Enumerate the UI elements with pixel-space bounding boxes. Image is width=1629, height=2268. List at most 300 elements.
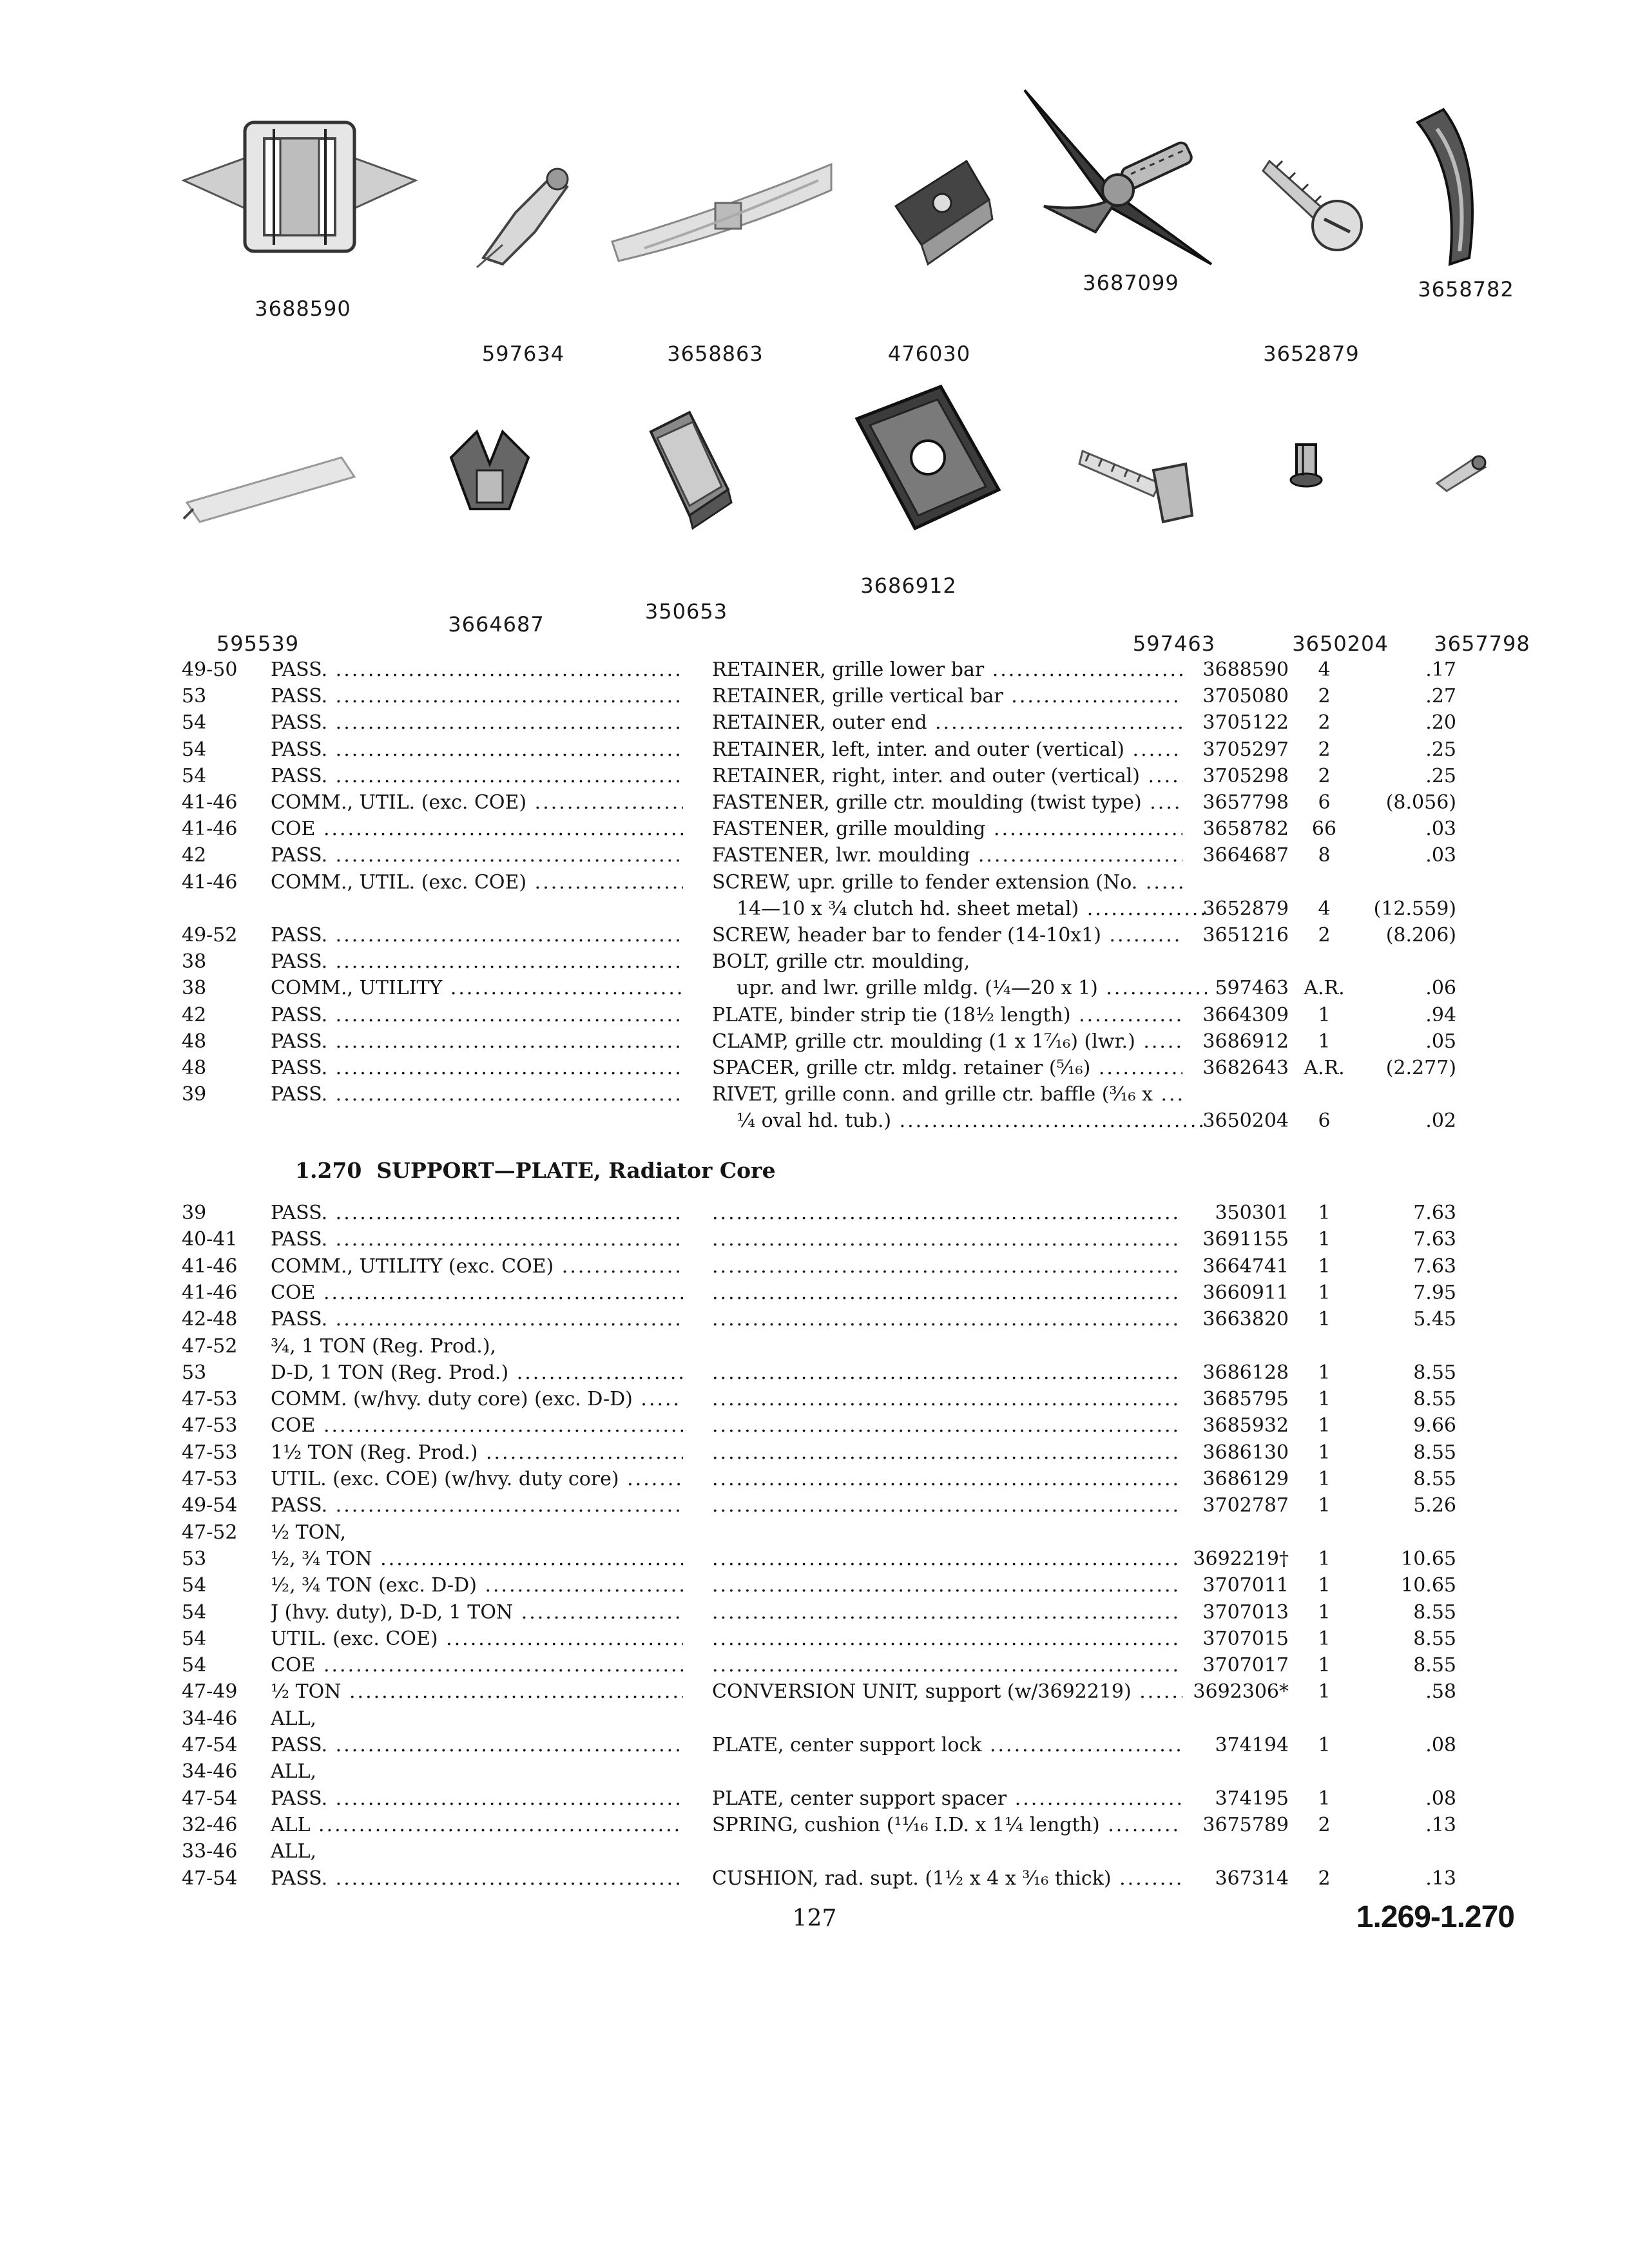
- model-name: ½, ¾ TON .....: [271, 1546, 683, 1572]
- model-years: 54: [182, 764, 207, 787]
- table-row: [0, 1055, 1629, 1081]
- part-description: CLAMP, grille ctr. moulding (1 x 1⁷⁄₁₆) (lwr.) .....: [712, 1028, 1182, 1055]
- quantity: 2: [1318, 738, 1331, 761]
- price: 8.55: [1413, 1468, 1456, 1490]
- table-row: [0, 1626, 1629, 1652]
- model-name: COMM., UTILITY (exc. COE) .....: [271, 1253, 683, 1280]
- price: 7.95: [1413, 1281, 1456, 1304]
- page-section-reference: 1.269-1.270: [1356, 1900, 1514, 1934]
- part-number: 3707013: [1202, 1600, 1289, 1624]
- quantity: 2: [1318, 924, 1331, 947]
- table-row: [0, 1439, 1629, 1466]
- part-label-350653: 350653: [644, 599, 728, 624]
- part-description: [712, 1439, 1182, 1466]
- part-number: 3705297: [1202, 738, 1289, 761]
- model-name: PASS. .....: [271, 1002, 683, 1028]
- page-number: 127: [792, 1905, 837, 1932]
- price: 8.55: [1413, 1441, 1456, 1464]
- table-row: [0, 922, 1629, 948]
- model-name: ALL,: [271, 1840, 317, 1863]
- model-years: 47-54: [182, 1734, 238, 1756]
- part-description: [712, 1652, 1182, 1678]
- quantity: A.R.: [1304, 1057, 1345, 1079]
- table-row: [0, 1732, 1629, 1758]
- model-name: PASS. .....: [271, 948, 683, 975]
- model-years: 41-46: [182, 870, 238, 894]
- model-years: 34-46: [182, 1707, 238, 1730]
- model-name: PASS. .....: [271, 842, 683, 869]
- part-number: 3686912: [1202, 1030, 1289, 1053]
- part-description: [712, 1626, 1182, 1652]
- table-row: [0, 1865, 1629, 1892]
- price: .13: [1425, 1867, 1456, 1890]
- figure-3664687: [438, 419, 545, 637]
- retainer-bracket-icon: [177, 103, 422, 271]
- model-name: PASS. .....: [271, 709, 683, 736]
- table-row: [0, 1466, 1629, 1492]
- table-row: [0, 1838, 1629, 1865]
- part-description: RETAINER, grille vertical bar .....: [712, 683, 1182, 709]
- spring-fastener-icon: [1018, 84, 1231, 271]
- part-description: [712, 1572, 1182, 1599]
- clamp-plate-icon: [844, 380, 1012, 535]
- part-description: PLATE, center support spacer .....: [712, 1785, 1182, 1812]
- model-name: PASS. .....: [271, 657, 683, 683]
- model-name: J (hvy. duty), D-D, 1 TON .....: [271, 1599, 683, 1626]
- part-number: 3685795: [1202, 1388, 1289, 1411]
- table-row: [0, 948, 1629, 975]
- model-years: 54: [182, 1654, 207, 1677]
- table-row: [0, 1599, 1629, 1626]
- model-name: 1½ TON (Reg. Prod.) .....: [271, 1439, 683, 1466]
- price: 7.63: [1413, 1254, 1456, 1278]
- part-description: PLATE, center support lock .....: [712, 1732, 1182, 1758]
- table-row: [0, 1002, 1629, 1028]
- part-label-595539: 595539: [216, 631, 300, 656]
- part-number: 3651216: [1202, 924, 1289, 947]
- curved-fastener-icon: [1398, 103, 1501, 271]
- price: (12.559): [1373, 897, 1456, 920]
- part-number: 3664687: [1202, 844, 1289, 867]
- model-name: ¾, 1 TON (Reg. Prod.),: [271, 1334, 497, 1358]
- price: .25: [1425, 764, 1456, 787]
- price: (8.206): [1385, 924, 1456, 947]
- quantity: 1: [1318, 1680, 1331, 1704]
- part-description: FASTENER, lwr. moulding .....: [712, 842, 1182, 869]
- quantity: 1: [1318, 1361, 1331, 1384]
- quantity: 4: [1318, 658, 1331, 681]
- part-description: FASTENER, grille ctr. moulding (twist type) .....: [712, 789, 1182, 816]
- part-label-3686912: 3686912: [860, 573, 957, 598]
- model-years: 47-54: [182, 1787, 238, 1810]
- table-row: [0, 1108, 1629, 1134]
- part-description: ¼ oval hd. tub.) .....: [712, 1108, 1207, 1134]
- model-name: PASS. .....: [271, 1306, 683, 1332]
- part-label-3657798: 3657798: [1434, 631, 1530, 656]
- table-row: [0, 869, 1629, 896]
- model-name: PASS. .....: [271, 1226, 683, 1253]
- figure-597463: [1076, 438, 1216, 656]
- model-name: PASS. .....: [271, 683, 683, 709]
- price: 8.55: [1413, 1600, 1456, 1624]
- price: .20: [1425, 711, 1456, 735]
- model-name: UTIL. (exc. COE) (w/hvy. duty core) .....: [271, 1466, 683, 1492]
- quantity: 2: [1318, 764, 1331, 787]
- model-name: ALL .....: [271, 1812, 683, 1838]
- quantity: 1: [1318, 1627, 1331, 1650]
- model-name: ½, ¾ TON (exc. D-D) .....: [271, 1572, 683, 1599]
- part-description: SPRING, cushion (¹¹⁄₁₆ I.D. x 1¼ length) .....: [712, 1812, 1182, 1838]
- part-number: 3658782: [1202, 818, 1289, 841]
- model-name: PASS. .....: [271, 1055, 683, 1081]
- part-description: [712, 1306, 1182, 1332]
- quantity: 1: [1318, 1600, 1331, 1624]
- table-row: [0, 1492, 1629, 1519]
- model-years: 40-41: [182, 1228, 238, 1251]
- part-number: 597463: [1215, 977, 1289, 1000]
- model-years: 34-46: [182, 1760, 238, 1783]
- part-number: 3707017: [1202, 1654, 1289, 1677]
- model-name: COE .....: [271, 1652, 683, 1678]
- quantity: 1: [1318, 1654, 1331, 1677]
- model-name: ALL,: [271, 1707, 317, 1730]
- part-description: [712, 1386, 1182, 1412]
- model-years: 38: [182, 950, 207, 974]
- table-row: [0, 1812, 1629, 1838]
- model-years: 53: [182, 1361, 207, 1384]
- model-name: ½ TON,: [271, 1521, 347, 1544]
- part-label-597463: 597463: [1132, 631, 1216, 656]
- part-label-3664687: 3664687: [448, 612, 545, 637]
- part-number: 350301: [1215, 1202, 1289, 1224]
- part-number: 3691155: [1202, 1228, 1289, 1251]
- part-description: [712, 1412, 1182, 1439]
- price: .58: [1425, 1680, 1456, 1704]
- part-number: 3660911: [1202, 1281, 1289, 1304]
- square-clip-icon: [883, 148, 999, 277]
- price: (8.056): [1385, 791, 1456, 814]
- model-name: PASS. .....: [271, 1732, 683, 1758]
- part-description: SPACER, grille ctr. mldg. retainer (⁵⁄₁₆) .....: [712, 1055, 1182, 1081]
- model-years: 54: [182, 1627, 207, 1650]
- model-name: COE .....: [271, 1412, 683, 1439]
- table-row: [0, 1546, 1629, 1572]
- model-years: 47-52: [182, 1334, 238, 1358]
- quantity: 1: [1318, 1468, 1331, 1490]
- figure-3652879: [1257, 142, 1373, 366]
- part-number: 3692306*: [1193, 1680, 1289, 1704]
- model-years: 47-49: [182, 1680, 238, 1704]
- quantity: 6: [1318, 1110, 1331, 1133]
- part-number: 3686128: [1202, 1361, 1289, 1384]
- bolt-icon: [1076, 438, 1199, 528]
- part-number: 3702787: [1202, 1494, 1289, 1517]
- quantity: 66: [1311, 818, 1337, 841]
- price: 5.45: [1413, 1308, 1456, 1331]
- model-years: 54: [182, 1574, 207, 1597]
- quantity: 1: [1318, 1574, 1331, 1597]
- price: .02: [1425, 1110, 1456, 1133]
- part-number: 374195: [1215, 1787, 1289, 1810]
- price: .03: [1425, 844, 1456, 867]
- table-row: [0, 1758, 1629, 1785]
- figure-3658863: [606, 151, 838, 366]
- quantity: A.R.: [1304, 977, 1345, 1000]
- quantity: 1: [1318, 1202, 1331, 1224]
- model-years: 53: [182, 1547, 207, 1570]
- quantity: 2: [1318, 685, 1331, 708]
- price: .27: [1425, 685, 1456, 708]
- table-row: [0, 1572, 1629, 1599]
- quantity: 1: [1318, 1388, 1331, 1411]
- table-row: [0, 736, 1629, 763]
- channel-clip-icon: [638, 406, 741, 535]
- figure-3657798: [1431, 445, 1530, 656]
- part-number: 3686130: [1202, 1441, 1289, 1464]
- quantity: 1: [1318, 1003, 1331, 1026]
- illustration-row-1: [0, 77, 1629, 366]
- model-years: 42: [182, 1003, 207, 1026]
- part-description: [712, 1546, 1182, 1572]
- part-number: 3664309: [1202, 1003, 1289, 1026]
- part-number: 3705080: [1202, 685, 1289, 708]
- price: .13: [1425, 1813, 1456, 1836]
- quantity: 1: [1318, 1030, 1331, 1053]
- model-name: PASS. .....: [271, 1200, 683, 1226]
- flat-strip-icon: [180, 438, 361, 528]
- table-row: [0, 1226, 1629, 1253]
- part-number: 3682643: [1202, 1057, 1289, 1079]
- model-years: 47-53: [182, 1388, 238, 1411]
- part-description: RIVET, grille conn. and grille ctr. baffle (³⁄₁₆ x .....: [712, 1081, 1182, 1108]
- table-row: [0, 1333, 1629, 1360]
- price: 7.63: [1413, 1202, 1456, 1224]
- figure-597634: [464, 148, 593, 366]
- part-description: SCREW, header bar to fender (14-10x1) .....: [712, 922, 1182, 948]
- table-row: [0, 1028, 1629, 1055]
- figure-595539: [180, 438, 361, 656]
- table-row: [0, 1306, 1629, 1332]
- table-row: [0, 1386, 1629, 1412]
- part-description: [712, 1200, 1182, 1226]
- part-description: [712, 1360, 1182, 1386]
- part-number: 3688590: [1202, 658, 1289, 681]
- model-years: 49-50: [182, 658, 238, 681]
- part-number: 3707015: [1202, 1627, 1289, 1650]
- model-name: PASS. .....: [271, 1865, 683, 1892]
- quantity: 1: [1318, 1414, 1331, 1437]
- table-row: [0, 1652, 1629, 1678]
- table-row: [0, 709, 1629, 736]
- quantity: 2: [1318, 1813, 1331, 1836]
- price: (2.277): [1385, 1057, 1456, 1079]
- quantity: 1: [1318, 1547, 1331, 1570]
- part-description: RETAINER, grille lower bar .....: [712, 657, 1182, 683]
- part-number: 3692219†: [1193, 1547, 1289, 1570]
- quantity: 1: [1318, 1441, 1331, 1464]
- quantity: 1: [1318, 1494, 1331, 1517]
- curved-retainer-icon: [606, 151, 838, 267]
- quantity: 1: [1318, 1787, 1331, 1810]
- model-years: 47-54: [182, 1867, 238, 1890]
- section-heading: [295, 1158, 776, 1183]
- quantity: 1: [1318, 1228, 1331, 1251]
- table-row: [0, 657, 1629, 683]
- figure-3658782: [1398, 103, 1514, 302]
- part-number: 3685932: [1202, 1414, 1289, 1437]
- part-label-597634: 597634: [481, 341, 565, 366]
- part-number: 3686129: [1202, 1468, 1289, 1490]
- figure-3686912: [844, 380, 1012, 598]
- part-description: [712, 1466, 1182, 1492]
- part-description: RETAINER, left, inter. and outer (vertical) .....: [712, 736, 1182, 763]
- part-description: CONVERSION UNIT, support (w/3692219) .....: [712, 1678, 1182, 1705]
- model-years: 42-48: [182, 1308, 238, 1331]
- model-name: PASS. .....: [271, 1081, 683, 1108]
- table-row: [0, 763, 1629, 789]
- table-row: [0, 896, 1629, 922]
- quantity: 1: [1318, 1281, 1331, 1304]
- quantity: 1: [1318, 1254, 1331, 1278]
- table-row: [0, 1253, 1629, 1280]
- model-name: PASS. .....: [271, 922, 683, 948]
- table-row: [0, 1360, 1629, 1386]
- model-years: 54: [182, 738, 207, 761]
- table-row: [0, 1678, 1629, 1705]
- price: .06: [1425, 977, 1456, 1000]
- model-years: 39: [182, 1083, 207, 1106]
- quantity: 1: [1318, 1308, 1331, 1331]
- model-years: 53: [182, 685, 207, 708]
- table-row: [0, 1200, 1629, 1226]
- model-years: 47-53: [182, 1468, 238, 1490]
- model-years: 39: [182, 1202, 207, 1224]
- model-years: 49-54: [182, 1494, 238, 1517]
- part-number: 3705122: [1202, 711, 1289, 735]
- wing-clip-icon: [438, 419, 541, 528]
- part-number: 374194: [1215, 1734, 1289, 1756]
- part-label-3652879: 3652879: [1263, 341, 1360, 366]
- quantity: 6: [1318, 791, 1331, 814]
- part-number: 3675789: [1202, 1813, 1289, 1836]
- quantity: 4: [1318, 897, 1331, 920]
- figure-350653: [638, 406, 741, 624]
- price: .03: [1425, 818, 1456, 841]
- model-name: PASS. .....: [271, 736, 683, 763]
- illustration-row-2: [0, 361, 1629, 656]
- part-description: FASTENER, grille moulding .....: [712, 816, 1182, 842]
- part-description: SCREW, upr. grille to fender extension (No. .....: [712, 869, 1182, 896]
- part-number: 3657798: [1202, 791, 1289, 814]
- part-label-3688590: 3688590: [255, 296, 351, 321]
- section-title: SUPPORT—PLATE, Radiator Core: [376, 1158, 776, 1183]
- model-years: 42: [182, 844, 207, 867]
- quantity: 2: [1318, 1867, 1331, 1890]
- model-name: COE .....: [271, 816, 683, 842]
- table-row: [0, 1412, 1629, 1439]
- price: 5.26: [1413, 1494, 1456, 1517]
- price: .94: [1425, 1003, 1456, 1026]
- model-name: D-D, 1 TON (Reg. Prod.) .....: [271, 1360, 683, 1386]
- part-label-3658782: 3658782: [1418, 277, 1514, 302]
- model-years: 48: [182, 1030, 207, 1053]
- table-row: [0, 975, 1629, 1001]
- price: .08: [1425, 1787, 1456, 1810]
- model-years: 47-53: [182, 1414, 238, 1437]
- model-years: 41-46: [182, 1254, 238, 1278]
- part-description: upr. and lwr. grille mldg. (¼—20 x 1) .....: [712, 975, 1207, 1001]
- price: 7.63: [1413, 1228, 1456, 1251]
- part-description: RETAINER, outer end .....: [712, 709, 1182, 736]
- model-name: COMM., UTILITY .....: [271, 975, 683, 1001]
- model-years: 48: [182, 1057, 207, 1079]
- model-years: 47-52: [182, 1521, 238, 1544]
- part-label-3650204: 3650204: [1292, 631, 1389, 656]
- model-years: 47-53: [182, 1441, 238, 1464]
- price: 8.55: [1413, 1627, 1456, 1650]
- model-name: PASS. .....: [271, 1028, 683, 1055]
- model-years: 54: [182, 711, 207, 735]
- figure-3687099: [1018, 84, 1231, 295]
- part-number: 3652879: [1202, 897, 1289, 920]
- price: .08: [1425, 1734, 1456, 1756]
- figure-476030: [883, 148, 999, 366]
- part-description: [712, 1253, 1182, 1280]
- part-description: [712, 1599, 1182, 1626]
- model-years: 33-46: [182, 1840, 238, 1863]
- model-name: COMM., UTIL. (exc. COE) .....: [271, 789, 683, 816]
- table-row: [0, 816, 1629, 842]
- table-row: [0, 1280, 1629, 1306]
- part-description: 14—10 x ¾ clutch hd. sheet metal) .....: [712, 896, 1207, 922]
- twist-fastener-icon: [1431, 445, 1495, 496]
- model-years: 49-52: [182, 924, 238, 947]
- price: 8.55: [1413, 1388, 1456, 1411]
- figure-3688590: [177, 103, 422, 321]
- small-clip-icon: [464, 148, 593, 277]
- price: 8.55: [1413, 1361, 1456, 1384]
- table-row: [0, 1706, 1629, 1732]
- part-label-3658863: 3658863: [667, 341, 764, 366]
- part-description: CUSHION, rad. supt. (1½ x 4 x ³⁄₁₆ thick) .....: [712, 1865, 1182, 1892]
- screw-icon: [1257, 142, 1373, 271]
- model-name: PASS. .....: [271, 1785, 683, 1812]
- part-number: 367314: [1215, 1867, 1289, 1890]
- price: 8.55: [1413, 1654, 1456, 1677]
- part-description: BOLT, grille ctr. moulding,: [712, 950, 970, 974]
- part-number: 3663820: [1202, 1308, 1289, 1331]
- price: 10.65: [1401, 1547, 1456, 1570]
- price: .25: [1425, 738, 1456, 761]
- part-label-3687099: 3687099: [1083, 271, 1179, 295]
- model-name: COMM. (w/hvy. duty core) (exc. D-D) .....: [271, 1386, 683, 1412]
- quantity: 1: [1318, 1734, 1331, 1756]
- model-years: 32-46: [182, 1813, 238, 1836]
- quantity: 2: [1318, 711, 1331, 735]
- table-row: [0, 1519, 1629, 1546]
- model-name: UTIL. (exc. COE) .....: [271, 1626, 683, 1652]
- model-years: 38: [182, 977, 207, 1000]
- price: .05: [1425, 1030, 1456, 1053]
- part-number: 3664741: [1202, 1254, 1289, 1278]
- price: 9.66: [1413, 1414, 1456, 1437]
- part-description: RETAINER, right, inter. and outer (vertical) .....: [712, 763, 1182, 789]
- model-years: 54: [182, 1600, 207, 1624]
- model-years: 41-46: [182, 818, 238, 841]
- table-row: [0, 1785, 1629, 1812]
- model-name: ALL,: [271, 1760, 317, 1783]
- model-name: PASS. .....: [271, 1492, 683, 1519]
